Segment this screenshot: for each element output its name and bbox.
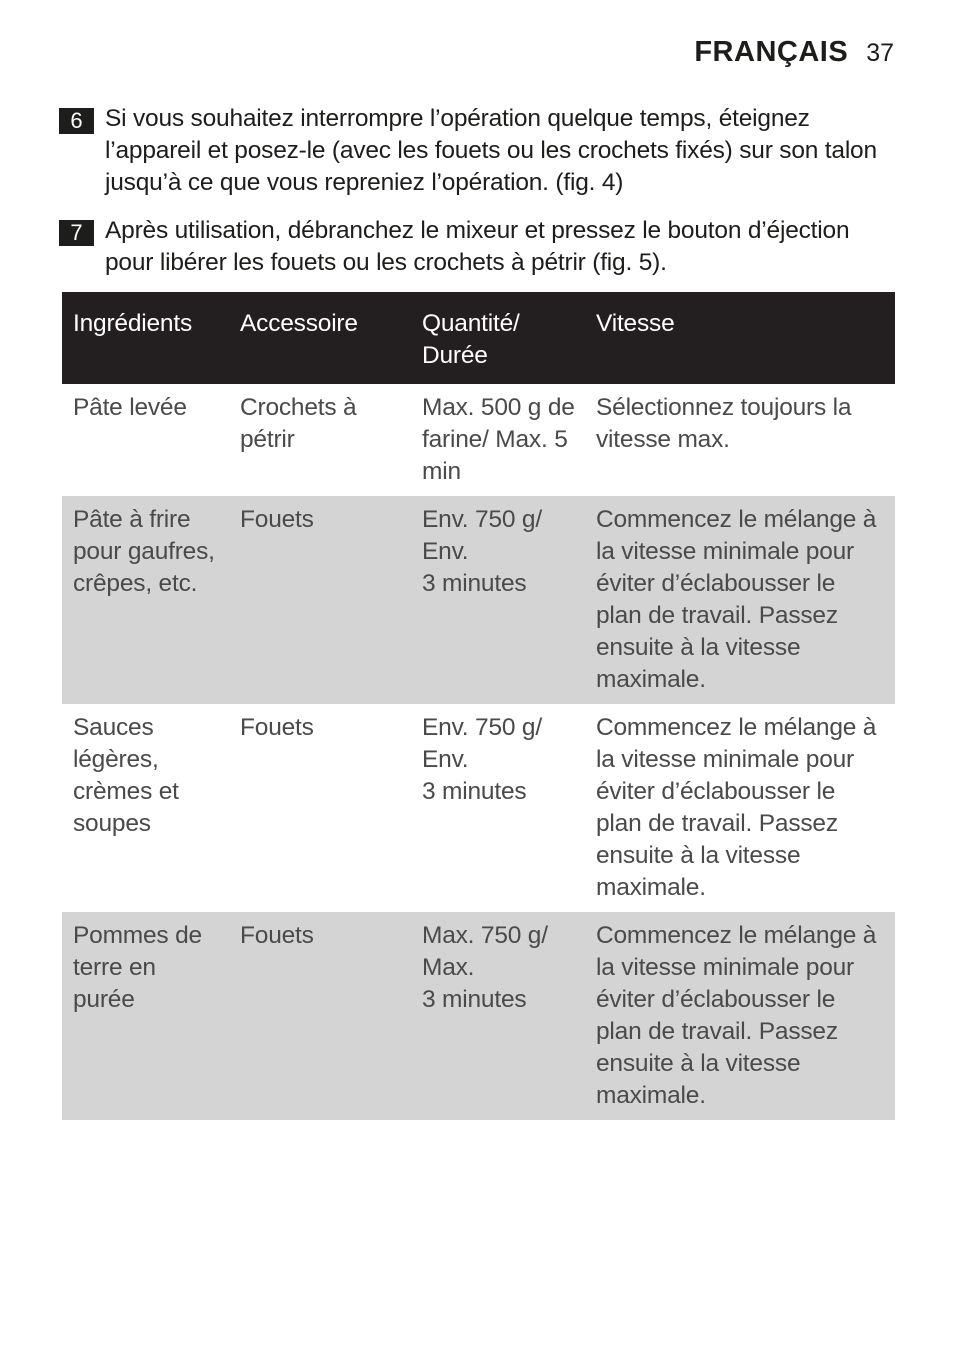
- cell-quantity: Env. 750 g/ Env. 3 minutes: [411, 496, 585, 704]
- table-row: [62, 912, 895, 1120]
- cell-accessory: Fouets: [229, 912, 411, 1120]
- cell-ingredient: Pommes de terre en purée: [62, 912, 229, 1120]
- cell-speed: Commencez le mélange à la vitesse minimale pour éviter d’éclabousser le plan de travail. Passez ensuite à la vitesse maximale.: [596, 714, 877, 901]
- page-number: 37: [866, 39, 894, 67]
- section-language-title: FRANÇAIS: [694, 36, 849, 68]
- cell-quantity: Env. 750 g/ Env. 3 minutes: [422, 714, 542, 805]
- step-number-badge: 7: [59, 220, 94, 246]
- mixing-table: [62, 292, 895, 1120]
- instruction-step-6: [59, 103, 895, 199]
- header-accessory: Accessoire: [229, 292, 411, 384]
- header-speed: Vitesse: [585, 292, 895, 384]
- cell-accessory: Fouets: [229, 496, 411, 704]
- table-header-row: [62, 292, 895, 384]
- cell-speed: Commencez le mélange à la vitesse minimale pour éviter d’éclabousser le plan de travail. Passez ensuite à la vitesse maximale.: [585, 912, 895, 1120]
- header-ingredients: Ingrédients: [62, 292, 229, 384]
- table-row: [62, 384, 895, 496]
- cell-accessory: Fouets: [240, 714, 314, 741]
- instruction-step-7: [59, 215, 895, 279]
- cell-ingredient: Sauces légères, crèmes et soupes: [73, 714, 179, 837]
- cell-ingredient: Pâte levée: [73, 394, 187, 421]
- step-number-badge: 6: [59, 108, 94, 134]
- page-header: [694, 36, 894, 69]
- cell-quantity: Max. 750 g/ Max. 3 minutes: [411, 912, 585, 1120]
- cell-accessory: Crochets à pétrir: [240, 394, 357, 453]
- table-row: [62, 496, 895, 704]
- header-quantity-duration: Quantité/ Durée: [411, 292, 585, 384]
- cell-ingredient: Pâte à frire pour gaufres, crêpes, etc.: [62, 496, 229, 704]
- step-text: Si vous souhaitez interrompre l’opération quelque temps, éteignez l’appareil et posez-le (avec les fouets ou les crochets fixés) sur son talon jusqu’à ce que vous repreniez l’opération. (fig. 4): [105, 105, 877, 196]
- step-text: Après utilisation, débranchez le mixeur et pressez le bouton d’éjection pour libérer les fouets ou les crochets à pétrir (fig. 5).: [105, 217, 850, 276]
- cell-quantity: Max. 500 g de farine/ Max. 5 min: [422, 394, 575, 485]
- table-row: [62, 704, 895, 912]
- cell-speed: Sélectionnez toujours la vitesse max.: [596, 394, 852, 453]
- cell-speed: Commencez le mélange à la vitesse minimale pour éviter d’éclabousser le plan de travail. Passez ensuite à la vitesse maximale.: [585, 496, 895, 704]
